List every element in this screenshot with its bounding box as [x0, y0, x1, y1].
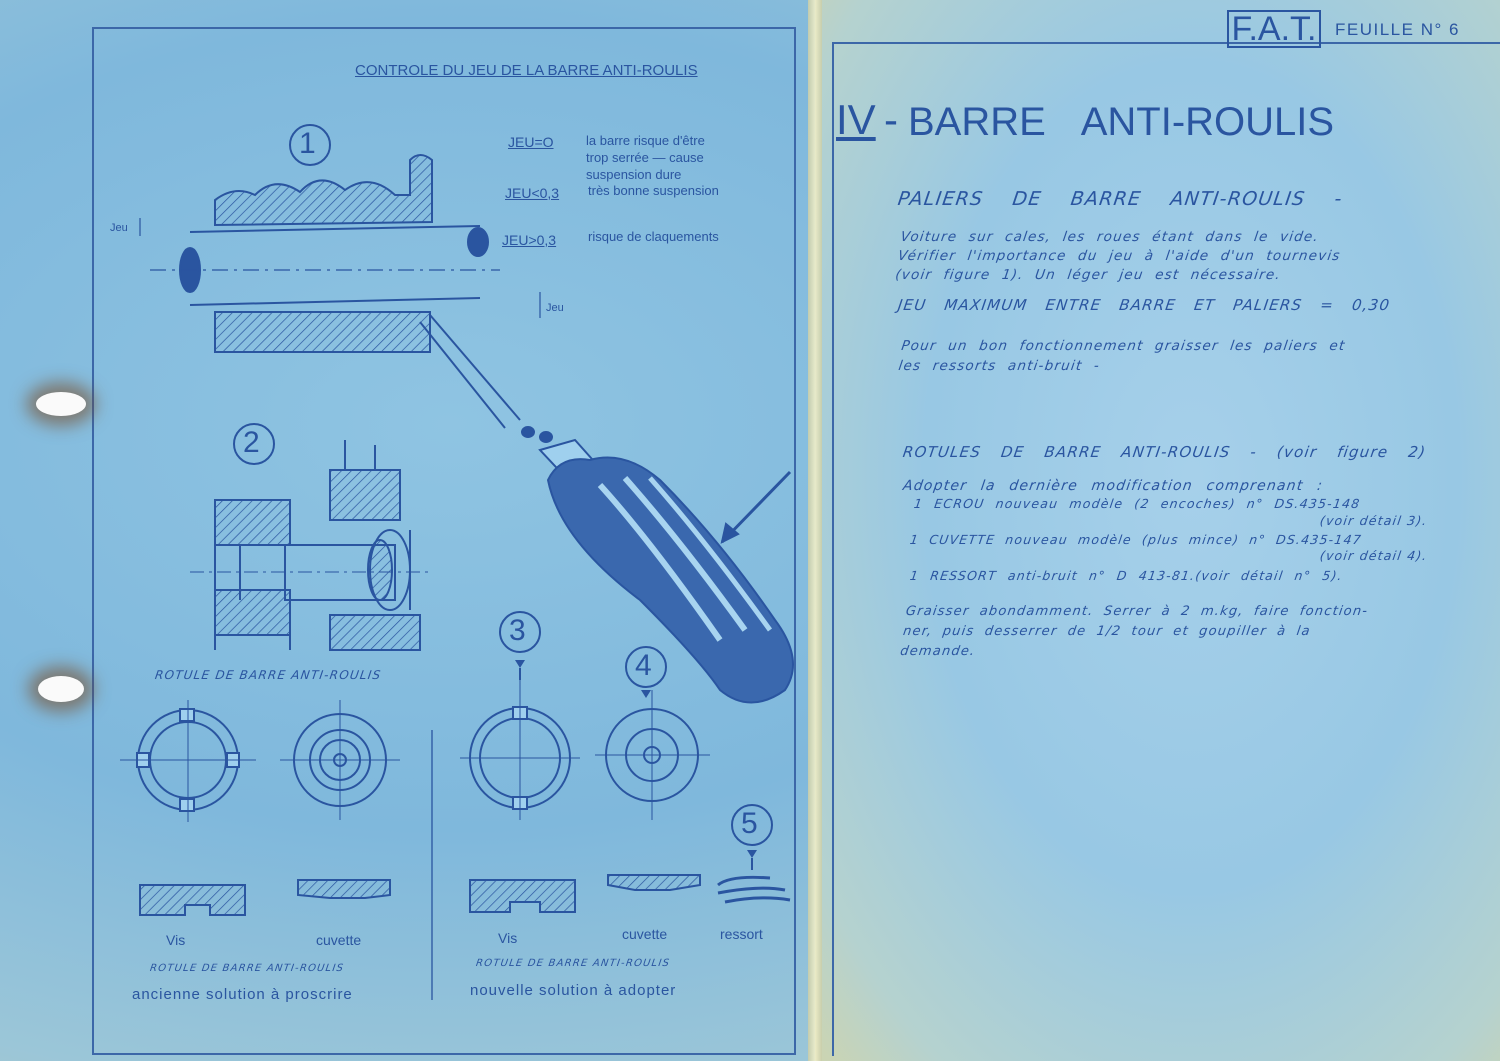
old-cuvette-side-view	[298, 880, 390, 898]
legend-text-high: risque de claquements	[588, 229, 719, 244]
caption-old-solution: ancienne solution à proscrire	[132, 986, 353, 1003]
old-nut-side-view	[140, 885, 245, 915]
section-title: BARRE ANTI-ROULIS	[908, 100, 1335, 144]
old-cuvette-top-view	[280, 700, 400, 820]
figure-number-3: 3	[509, 614, 526, 647]
rotules-intro: Adopter la dernière modification comprenant :	[901, 478, 1325, 494]
sheet-number: FEUILLE N° 6	[1335, 20, 1460, 39]
label-cuvette-old: cuvette	[316, 932, 362, 948]
legend-key-zero: JEU=O	[508, 134, 554, 150]
figure-number-4: 4	[635, 649, 652, 682]
label-vis-old: Vis	[166, 932, 186, 948]
rotules-heading: ROTULES DE BARRE ANTI-ROULIS - (voir figure 2)	[901, 443, 1428, 461]
section-dash: -	[884, 96, 898, 143]
graissage-text: Pour un bon fonctionnement graisser les paliers et les ressorts anti-bruit -	[897, 338, 1347, 374]
figure-1-bearing-drawing	[140, 155, 540, 428]
new-nut-side-view	[470, 880, 575, 912]
fat-brand-box: F.A.T.	[1227, 10, 1321, 48]
figure-number-1: 1	[299, 127, 316, 160]
section-numeral: IV	[836, 96, 876, 143]
figure-number-5: 5	[741, 807, 758, 840]
figure-number-2: 2	[243, 426, 260, 459]
caption-old-solution-title: ROTULE DE BARRE ANTI-ROULIS	[149, 963, 345, 974]
label-vis-new: Vis	[498, 930, 518, 946]
item-cuvette-line1: 1 CUVETTE nouveau modèle (plus mince) n° DS.435-147	[908, 532, 1363, 547]
left-title: CONTROLE DU JEU DE LA BARRE ANTI-ROULIS	[355, 62, 698, 79]
label-ressort: ressort	[720, 926, 763, 942]
item-cuvette-line2: (voir détail 4).	[1318, 548, 1429, 563]
legend-text-zero: la barre risque d'être trop serrée — cause suspension dure	[586, 133, 705, 182]
legend-text-low: très bonne suspension	[588, 183, 719, 198]
legend-key-high: JEU>0,3	[502, 232, 557, 248]
label-cuvette-new: cuvette	[622, 926, 668, 942]
jeu-label-right: Jeu	[546, 302, 564, 314]
figure-2-caption: ROTULE DE BARRE ANTI-ROULIS	[154, 668, 383, 682]
caption-new-solution: nouvelle solution à adopter	[470, 982, 677, 999]
legend-key-low: JEU<0,3	[505, 185, 560, 201]
paliers-text: Voiture sur cales, les roues étant dans le vide. Vérifier l'importance du jeu à l'aide d'un tournevis (voir figure 1). Un léger jeu est nécessaire.	[894, 229, 1342, 283]
paliers-heading: PALIERS DE BARRE ANTI-ROULIS -	[896, 188, 1345, 210]
item-ecrou-line2: (voir détail 3).	[1318, 513, 1429, 528]
screwdriver-drawing	[522, 427, 793, 703]
item-ressort-line1: 1 RESSORT anti-bruit n° D 413-81.(voir détail n° 5).	[908, 568, 1344, 583]
new-cuvette-top-view	[595, 690, 710, 820]
caption-new-solution-title: ROTULE DE BARRE ANTI-ROULIS	[475, 958, 671, 969]
old-nut-top-view	[120, 700, 256, 822]
spring-side-view	[718, 858, 790, 902]
jeu-maximum: JEU MAXIMUM ENTRE BARRE ET PALIERS = 0,30	[896, 296, 1392, 314]
item-ecrou-line1: 1 ECROU nouveau modèle (2 encoches) n° DS.435-148	[912, 496, 1362, 511]
final-instructions: Graisser abondamment. Serrer à 2 m.kg, faire fonction- ner, puis desserrer de 1/2 tour et goupiller à la demande.	[899, 604, 1370, 659]
new-cuvette-side-view	[608, 875, 700, 890]
jeu-label-left: Jeu	[110, 222, 128, 234]
figure-2-ball-joint-drawing	[190, 440, 430, 650]
new-nut-top-view	[460, 668, 580, 820]
